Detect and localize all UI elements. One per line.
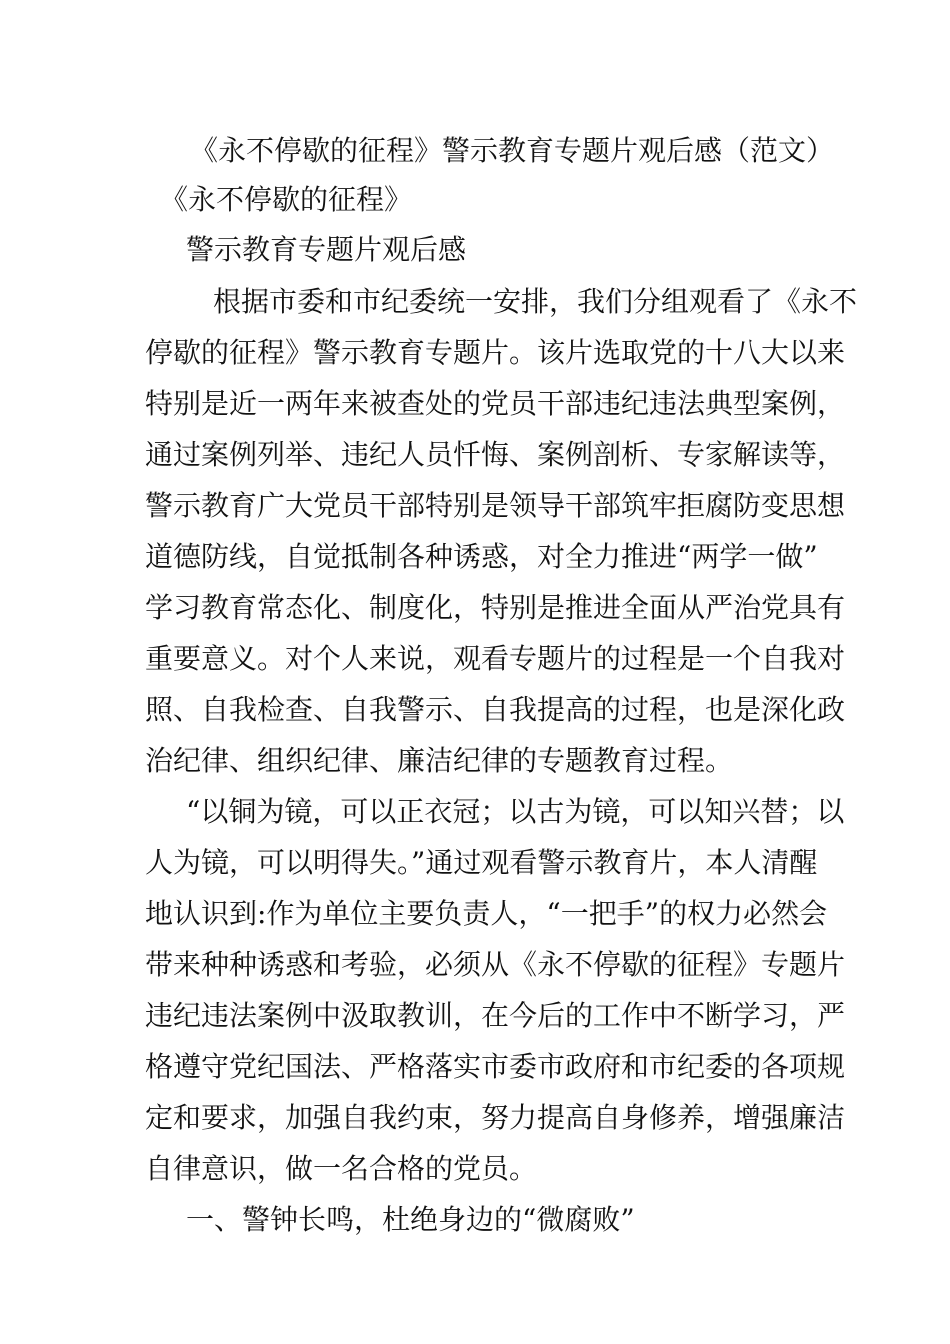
paragraph-line: 照、自我检查、自我警示、自我提高的过程，也是深化政 (145, 693, 846, 726)
paragraph-line: 停歇的征程》警示教育专题片。该片选取党的十八大以来 (145, 336, 846, 369)
paragraph-line: 格遵守党纪国法、严格落实市委市政府和市纪委的各项规 (145, 1050, 846, 1083)
paragraph-line: 地认识到:作为单位主要负责人，“一把手”的权力必然会 (145, 897, 828, 930)
paragraph-line: 违纪违法案例中汲取教训，在今后的工作中不断学习，严 (145, 999, 846, 1032)
document-title: 《永不停歇的征程》警示教育专题片观后感（范文） (190, 134, 835, 167)
paragraph-line: 治纪律、组织纪律、廉洁纪律的专题教育过程。 (145, 744, 734, 777)
paragraph-line: 自律意识，做一名合格的党员。 (145, 1152, 538, 1185)
paragraph-line: 定和要求，加强自我约束，努力提高自身修养，增强廉洁 (145, 1101, 846, 1134)
paragraph-line: 根据市委和市纪委统一安排，我们分组观看了《永不 (213, 285, 858, 318)
paragraph-line: 人为镜，可以明得失。”通过观看警示教育片，本人清醒 (145, 846, 818, 879)
paragraph-line: 道德防线，自觉抵制各种诱惑，对全力推进“两学一做” (145, 540, 818, 573)
paragraph-line: 通过案例列举、违纪人员忏悔、案例剖析、专家解读等， (145, 438, 846, 471)
document-subtitle: 《永不停歇的征程》 (160, 183, 413, 216)
paragraph-line: 警示教育广大党员干部特别是领导干部筑牢拒腐防变思想 (145, 489, 846, 522)
paragraph-line: 学习教育常态化、制度化，特别是推进全面从严治党具有 (145, 591, 846, 624)
paragraph-line: “以铜为镜，可以正衣冠；以古为镜，可以知兴替；以 (186, 795, 845, 828)
section-heading: 一、警钟长鸣，杜绝身边的“微腐败” (186, 1203, 635, 1236)
paragraph-line: 重要意义。对个人来说，观看专题片的过程是一个自我对 (145, 642, 846, 675)
document-subtitle-2: 警示教育专题片观后感 (186, 233, 467, 266)
paragraph-line: 带来种种诱惑和考验，必须从《永不停歇的征程》专题片 (145, 948, 846, 981)
paragraph-line: 特别是近一两年来被查处的党员干部违纪违法典型案例， (145, 387, 846, 420)
